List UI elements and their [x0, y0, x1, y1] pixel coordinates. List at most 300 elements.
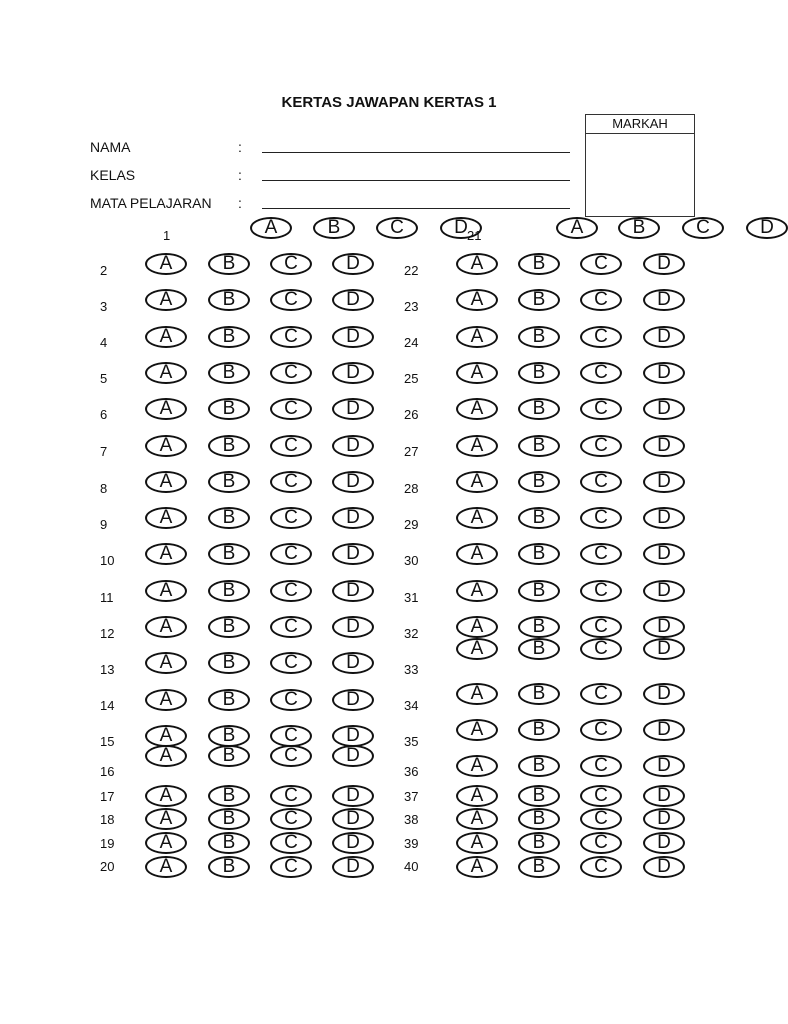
question-number: 27: [404, 444, 419, 459]
answer-bubble-b[interactable]: [208, 398, 250, 420]
answer-bubble-d[interactable]: [332, 785, 374, 807]
answer-bubble-b[interactable]: [518, 580, 560, 602]
answer-bubble-a[interactable]: [456, 808, 498, 830]
answer-bubble-b[interactable]: [518, 507, 560, 529]
answer-bubble-c[interactable]: [270, 435, 312, 457]
answer-bubble-b[interactable]: [208, 832, 250, 854]
answer-bubble-a[interactable]: [456, 755, 498, 777]
answer-bubble-a[interactable]: [456, 616, 498, 638]
answer-bubble-c[interactable]: [682, 217, 724, 239]
bubble-letter: D: [346, 362, 360, 383]
answer-bubble-a[interactable]: [456, 683, 498, 705]
bubble-letter: B: [532, 398, 546, 419]
answer-bubble-a[interactable]: [456, 398, 498, 420]
answer-bubble-d[interactable]: [643, 471, 685, 493]
bubble-letter: A: [470, 507, 484, 528]
bubble-letter: A: [470, 398, 484, 419]
question-number: 24: [404, 335, 419, 350]
answer-bubble-a[interactable]: [456, 326, 498, 348]
bubble-letter: A: [159, 616, 173, 637]
answer-bubble-d[interactable]: [332, 471, 374, 493]
bubble-letter: B: [222, 253, 236, 274]
answer-bubble-a[interactable]: [145, 689, 187, 711]
bubble-letter: A: [470, 638, 484, 659]
question-number: 26: [404, 407, 419, 422]
answer-bubble-c[interactable]: [580, 435, 622, 457]
answer-bubble-b[interactable]: [208, 326, 250, 348]
bubble-letter: A: [159, 543, 173, 564]
answer-bubble-d[interactable]: [643, 832, 685, 854]
answer-bubble-a[interactable]: [456, 580, 498, 602]
bubble-letter: C: [594, 616, 608, 637]
answer-bubble-a[interactable]: [145, 398, 187, 420]
answer-bubble-d[interactable]: [643, 507, 685, 529]
bubble-letter: D: [346, 785, 360, 806]
answer-bubble-b[interactable]: [518, 755, 560, 777]
answer-bubble-a[interactable]: [145, 362, 187, 384]
answer-bubble-b[interactable]: [208, 745, 250, 767]
question-number: 9: [100, 517, 108, 532]
answer-bubble-a[interactable]: [456, 638, 498, 660]
answer-bubble-c[interactable]: [580, 580, 622, 602]
answer-bubble-c[interactable]: [580, 616, 622, 638]
bubble-letter: D: [346, 507, 360, 528]
bubble-letter: C: [284, 398, 298, 419]
bubble-letter: D: [657, 856, 671, 877]
bubble-letter: D: [657, 326, 671, 347]
markah-title: MARKAH: [586, 115, 694, 134]
answer-bubble-c[interactable]: [580, 832, 622, 854]
answer-bubble-d[interactable]: [332, 507, 374, 529]
answer-bubble-c[interactable]: [270, 652, 312, 674]
answer-bubble-c[interactable]: [270, 689, 312, 711]
answer-bubble-c[interactable]: [580, 398, 622, 420]
answer-bubble-c[interactable]: [580, 683, 622, 705]
question-number: 39: [404, 836, 419, 851]
bubble-letter: B: [532, 471, 546, 492]
answer-bubble-d[interactable]: [746, 217, 788, 239]
bubble-letter: D: [346, 543, 360, 564]
bubble-letter: D: [657, 683, 671, 704]
bubble-letter: B: [532, 507, 546, 528]
bubble-letter: A: [159, 326, 173, 347]
bubble-letter: D: [346, 289, 360, 310]
answer-bubble-a[interactable]: [456, 832, 498, 854]
answer-bubble-d[interactable]: [332, 362, 374, 384]
field-label-kelas: KELAS: [90, 167, 136, 183]
answer-bubble-a[interactable]: [456, 785, 498, 807]
answer-bubble-c[interactable]: [580, 507, 622, 529]
question-number: 14: [100, 698, 115, 713]
bubble-letter: B: [222, 808, 236, 829]
answer-bubble-d[interactable]: [643, 719, 685, 741]
answer-bubble-b[interactable]: [518, 719, 560, 741]
bubble-letter: D: [346, 435, 360, 456]
answer-bubble-c[interactable]: [270, 856, 312, 878]
bubble-letter: C: [284, 856, 298, 877]
bubble-letter: B: [222, 326, 236, 347]
bubble-letter: D: [346, 745, 360, 766]
answer-bubble-b[interactable]: [518, 616, 560, 638]
bubble-letter: A: [159, 785, 173, 806]
answer-bubble-b[interactable]: [313, 217, 355, 239]
bubble-letter: A: [470, 755, 484, 776]
answer-bubble-b[interactable]: [208, 435, 250, 457]
answer-bubble-b[interactable]: [208, 507, 250, 529]
answer-bubble-c[interactable]: [580, 856, 622, 878]
bubble-letter: B: [532, 856, 546, 877]
answer-bubble-a[interactable]: [456, 435, 498, 457]
answer-bubble-a[interactable]: [456, 471, 498, 493]
answer-bubble-d[interactable]: [643, 435, 685, 457]
answer-bubble-d[interactable]: [643, 580, 685, 602]
answer-bubble-d[interactable]: [643, 289, 685, 311]
answer-bubble-a[interactable]: [456, 719, 498, 741]
answer-bubble-c[interactable]: [270, 725, 312, 747]
bubble-letter: A: [159, 471, 173, 492]
question-number: 17: [100, 789, 115, 804]
answer-bubble-b[interactable]: [208, 362, 250, 384]
kelas-answer-line[interactable]: [262, 180, 570, 181]
answer-bubble-d[interactable]: [643, 785, 685, 807]
answer-bubble-d[interactable]: [332, 326, 374, 348]
bubble-letter: B: [222, 362, 236, 383]
answer-bubble-d[interactable]: [643, 398, 685, 420]
answer-bubble-a[interactable]: [456, 362, 498, 384]
bubble-letter: A: [470, 253, 484, 274]
answer-bubble-d[interactable]: [332, 289, 374, 311]
answer-bubble-c[interactable]: [270, 326, 312, 348]
answer-bubble-c[interactable]: [580, 755, 622, 777]
answer-bubble-b[interactable]: [518, 832, 560, 854]
answer-bubble-c[interactable]: [580, 326, 622, 348]
bubble-letter: C: [284, 289, 298, 310]
bubble-letter: B: [222, 856, 236, 877]
bubble-letter: D: [657, 580, 671, 601]
answer-bubble-a[interactable]: [145, 725, 187, 747]
bubble-letter: B: [222, 289, 236, 310]
bubble-letter: A: [159, 362, 173, 383]
question-number: 10: [100, 553, 115, 568]
answer-bubble-b[interactable]: [518, 808, 560, 830]
bubble-letter: C: [594, 719, 608, 740]
bubble-letter: D: [657, 362, 671, 383]
question-number: 37: [404, 789, 419, 804]
bubble-letter: C: [284, 543, 298, 564]
bubble-letter: C: [594, 683, 608, 704]
answer-bubble-a[interactable]: [145, 616, 187, 638]
bubble-letter: B: [532, 832, 546, 853]
question-number: 4: [100, 335, 108, 350]
answer-bubble-c[interactable]: [270, 616, 312, 638]
answer-bubble-d[interactable]: [332, 832, 374, 854]
bubble-letter: B: [222, 507, 236, 528]
field-label-nama: NAMA: [90, 139, 131, 155]
answer-bubble-b[interactable]: [208, 808, 250, 830]
bubble-letter: A: [159, 507, 173, 528]
answer-bubble-c[interactable]: [580, 362, 622, 384]
answer-bubble-c[interactable]: [580, 253, 622, 275]
answer-bubble-c[interactable]: [270, 253, 312, 275]
answer-bubble-b[interactable]: [518, 471, 560, 493]
bubble-letter: D: [346, 326, 360, 347]
answer-bubble-c[interactable]: [580, 638, 622, 660]
answer-bubble-b[interactable]: [208, 785, 250, 807]
bubble-letter: A: [570, 217, 584, 238]
answer-bubble-b[interactable]: [518, 856, 560, 878]
bubble-letter: A: [470, 808, 484, 829]
answer-bubble-c[interactable]: [580, 543, 622, 565]
answer-bubble-b[interactable]: [618, 217, 660, 239]
answer-bubble-a[interactable]: [145, 832, 187, 854]
bubble-letter: A: [159, 398, 173, 419]
bubble-letter: A: [470, 785, 484, 806]
question-number: 22: [404, 263, 419, 278]
answer-bubble-b[interactable]: [518, 253, 560, 275]
question-number: 28: [404, 481, 419, 496]
answer-bubble-d[interactable]: [332, 856, 374, 878]
answer-bubble-c[interactable]: [270, 808, 312, 830]
bubble-letter: B: [532, 580, 546, 601]
bubble-letter: D: [657, 435, 671, 456]
answer-bubble-d[interactable]: [643, 638, 685, 660]
answer-bubble-a[interactable]: [145, 580, 187, 602]
question-number: 31: [404, 590, 419, 605]
question-number: 20: [100, 859, 115, 874]
answer-bubble-a[interactable]: [145, 856, 187, 878]
answer-bubble-b[interactable]: [518, 785, 560, 807]
bubble-letter: C: [284, 253, 298, 274]
question-number: 8: [100, 481, 108, 496]
bubble-letter: A: [470, 719, 484, 740]
answer-bubble-d[interactable]: [332, 543, 374, 565]
answer-bubble-d[interactable]: [643, 683, 685, 705]
bubble-letter: D: [657, 719, 671, 740]
answer-bubble-d[interactable]: [643, 755, 685, 777]
bubble-letter: D: [346, 471, 360, 492]
answer-bubble-a[interactable]: [145, 435, 187, 457]
bubble-letter: D: [657, 638, 671, 659]
bubble-letter: B: [532, 253, 546, 274]
bubble-letter: A: [470, 856, 484, 877]
bubble-letter: A: [159, 832, 173, 853]
answer-bubble-d[interactable]: [332, 580, 374, 602]
bubble-letter: B: [532, 435, 546, 456]
answer-bubble-b[interactable]: [208, 253, 250, 275]
answer-bubble-b[interactable]: [518, 683, 560, 705]
bubble-letter: D: [346, 616, 360, 637]
question-number: 6: [100, 407, 108, 422]
answer-bubble-b[interactable]: [518, 362, 560, 384]
answer-bubble-c[interactable]: [270, 507, 312, 529]
answer-bubble-b[interactable]: [518, 435, 560, 457]
field-colon-nama: :: [238, 139, 242, 155]
bubble-letter: A: [470, 435, 484, 456]
answer-bubble-b[interactable]: [208, 471, 250, 493]
answer-bubble-c[interactable]: [270, 289, 312, 311]
bubble-letter: D: [657, 543, 671, 564]
answer-bubble-b[interactable]: [518, 326, 560, 348]
answer-bubble-a[interactable]: [145, 326, 187, 348]
bubble-letter: B: [222, 832, 236, 853]
answer-bubble-d[interactable]: [332, 808, 374, 830]
answer-bubble-b[interactable]: [208, 725, 250, 747]
bubble-letter: D: [454, 217, 468, 238]
answer-bubble-c[interactable]: [580, 785, 622, 807]
answer-bubble-d[interactable]: [643, 856, 685, 878]
answer-bubble-c[interactable]: [270, 580, 312, 602]
answer-bubble-a[interactable]: [145, 253, 187, 275]
answer-bubble-d[interactable]: [332, 435, 374, 457]
bubble-letter: B: [222, 725, 236, 746]
bubble-letter: B: [222, 745, 236, 766]
bubble-letter: A: [159, 856, 173, 877]
answer-bubble-d[interactable]: [332, 745, 374, 767]
bubble-letter: C: [284, 689, 298, 710]
answer-bubble-c[interactable]: [580, 719, 622, 741]
answer-bubble-c[interactable]: [270, 398, 312, 420]
bubble-letter: C: [594, 326, 608, 347]
sheet-title: KERTAS JAWAPAN KERTAS 1: [281, 94, 497, 111]
bubble-letter: C: [284, 785, 298, 806]
answer-bubble-d[interactable]: [643, 616, 685, 638]
bubble-letter: D: [346, 832, 360, 853]
question-number: 16: [100, 764, 115, 779]
bubble-letter: A: [159, 725, 173, 746]
bubble-letter: C: [390, 217, 404, 238]
answer-bubble-a[interactable]: [145, 471, 187, 493]
answer-bubble-a[interactable]: [145, 652, 187, 674]
bubble-letter: D: [346, 253, 360, 274]
answer-bubble-d[interactable]: [332, 689, 374, 711]
answer-bubble-c[interactable]: [376, 217, 418, 239]
bubble-letter: B: [327, 217, 341, 238]
question-number: 23: [404, 299, 419, 314]
mata-pelajaran-answer-line[interactable]: [262, 208, 570, 209]
bubble-letter: D: [346, 689, 360, 710]
answer-bubble-a[interactable]: [456, 856, 498, 878]
question-number: 12: [100, 626, 115, 641]
bubble-letter: B: [532, 755, 546, 776]
answer-bubble-a[interactable]: [456, 289, 498, 311]
answer-bubble-a[interactable]: [250, 217, 292, 239]
answer-bubble-d[interactable]: [643, 362, 685, 384]
bubble-letter: C: [594, 785, 608, 806]
answer-bubble-d[interactable]: [643, 543, 685, 565]
answer-bubble-d[interactable]: [643, 326, 685, 348]
answer-bubble-d[interactable]: [332, 398, 374, 420]
bubble-letter: D: [657, 253, 671, 274]
answer-bubble-a[interactable]: [145, 543, 187, 565]
bubble-letter: A: [470, 683, 484, 704]
bubble-letter: C: [594, 808, 608, 829]
bubble-letter: B: [532, 616, 546, 637]
bubble-letter: C: [594, 856, 608, 877]
bubble-letter: B: [532, 362, 546, 383]
answer-bubble-a[interactable]: [456, 253, 498, 275]
question-number: 21: [467, 228, 482, 243]
bubble-letter: C: [696, 217, 710, 238]
answer-bubble-b[interactable]: [518, 638, 560, 660]
bubble-letter: B: [532, 719, 546, 740]
answer-bubble-b[interactable]: [208, 616, 250, 638]
question-number: 32: [404, 626, 419, 641]
answer-bubble-a[interactable]: [145, 507, 187, 529]
answer-bubble-c[interactable]: [580, 471, 622, 493]
bubble-letter: A: [470, 289, 484, 310]
answer-bubble-b[interactable]: [208, 652, 250, 674]
bubble-letter: C: [284, 326, 298, 347]
bubble-letter: D: [657, 616, 671, 637]
question-number: 13: [100, 662, 115, 677]
nama-answer-line[interactable]: [262, 152, 570, 153]
answer-bubble-a[interactable]: [145, 808, 187, 830]
answer-bubble-c[interactable]: [580, 808, 622, 830]
answer-bubble-d[interactable]: [643, 808, 685, 830]
answer-bubble-d[interactable]: [332, 253, 374, 275]
answer-bubble-a[interactable]: [145, 289, 187, 311]
question-number: 18: [100, 812, 115, 827]
field-colon-mata-pelajaran: :: [238, 195, 242, 211]
answer-bubble-b[interactable]: [208, 689, 250, 711]
answer-bubble-c[interactable]: [580, 289, 622, 311]
answer-bubble-c[interactable]: [270, 832, 312, 854]
question-number: 5: [100, 371, 108, 386]
bubble-letter: C: [284, 652, 298, 673]
answer-bubble-d[interactable]: [332, 725, 374, 747]
answer-bubble-b[interactable]: [208, 856, 250, 878]
answer-bubble-c[interactable]: [270, 362, 312, 384]
answer-bubble-d[interactable]: [332, 652, 374, 674]
answer-bubble-c[interactable]: [270, 785, 312, 807]
bubble-letter: A: [470, 326, 484, 347]
question-number: 38: [404, 812, 419, 827]
answer-bubble-b[interactable]: [518, 398, 560, 420]
answer-bubble-c[interactable]: [270, 745, 312, 767]
bubble-letter: C: [594, 832, 608, 853]
bubble-letter: B: [532, 289, 546, 310]
bubble-letter: A: [159, 253, 173, 274]
bubble-letter: A: [470, 362, 484, 383]
answer-bubble-a[interactable]: [145, 745, 187, 767]
bubble-letter: A: [470, 832, 484, 853]
answer-bubble-b[interactable]: [208, 289, 250, 311]
answer-bubble-a[interactable]: [556, 217, 598, 239]
bubble-letter: D: [346, 856, 360, 877]
question-number: 33: [404, 662, 419, 677]
answer-bubble-d[interactable]: [643, 253, 685, 275]
answer-bubble-a[interactable]: [145, 785, 187, 807]
bubble-letter: D: [657, 808, 671, 829]
answer-bubble-c[interactable]: [270, 471, 312, 493]
answer-bubble-b[interactable]: [518, 289, 560, 311]
question-number: 11: [100, 590, 114, 605]
bubble-letter: C: [594, 362, 608, 383]
answer-bubble-a[interactable]: [456, 507, 498, 529]
answer-bubble-c[interactable]: [270, 543, 312, 565]
bubble-letter: C: [594, 580, 608, 601]
answer-bubble-b[interactable]: [208, 580, 250, 602]
answer-bubble-b[interactable]: [518, 543, 560, 565]
bubble-letter: C: [284, 832, 298, 853]
answer-bubble-b[interactable]: [208, 543, 250, 565]
answer-bubble-d[interactable]: [332, 616, 374, 638]
bubble-letter: D: [346, 652, 360, 673]
question-number: 25: [404, 371, 419, 386]
bubble-letter: D: [657, 785, 671, 806]
bubble-letter: C: [284, 362, 298, 383]
answer-bubble-a[interactable]: [456, 543, 498, 565]
